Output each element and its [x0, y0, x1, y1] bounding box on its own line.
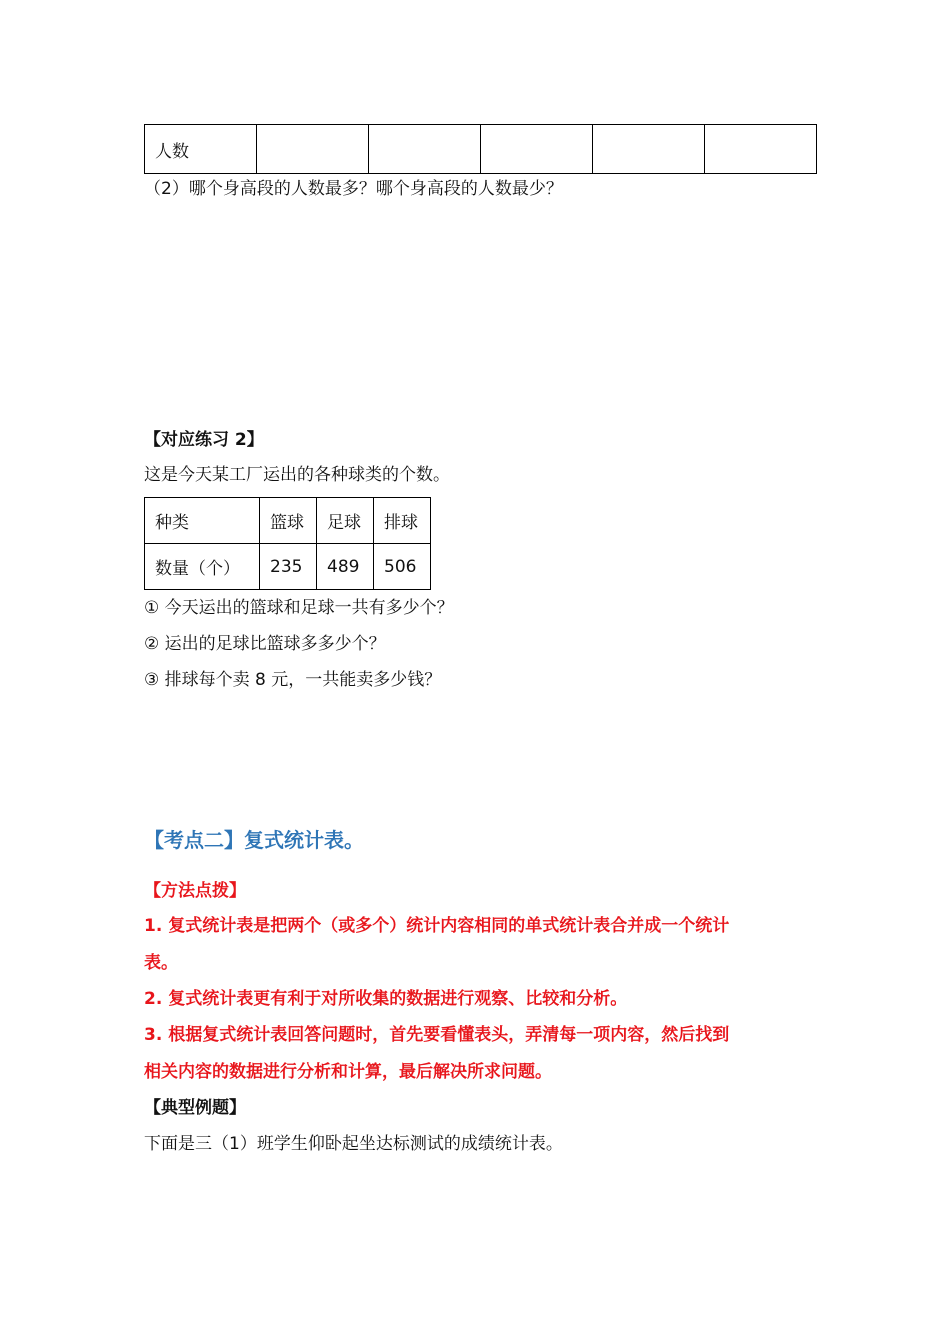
table-cell — [593, 125, 705, 174]
table-cell: 506 — [374, 544, 431, 590]
practice-question-1: ① 今天运出的篮球和足球一共有多少个？ — [144, 598, 454, 618]
table-cell: 排球 — [374, 498, 431, 544]
method-line-2: 2. 复式统计表更有利于对所收集的数据进行观察、比较和分析。 — [144, 989, 628, 1009]
table-cell-label: 人数 — [145, 125, 257, 174]
practice-question-2: ② 运出的足球比篮球多多少个？ — [144, 634, 386, 654]
question-2: （2）哪个身高段的人数最多？哪个身高段的人数最少？ — [144, 179, 563, 199]
practice-intro: 这是今天某工厂运出的各种球类的个数。 — [144, 465, 450, 485]
table-cell — [369, 125, 481, 174]
table-cell — [705, 125, 817, 174]
table-cell: 篮球 — [260, 498, 317, 544]
table-cell: 235 — [260, 544, 317, 590]
method-line-1-cont: 表。 — [144, 953, 178, 973]
table-cell: 足球 — [317, 498, 374, 544]
example-heading: 【典型例题】 — [144, 1098, 246, 1118]
method-heading: 【方法点拨】 — [144, 881, 246, 901]
table-row — [145, 125, 817, 174]
table-cell: 数量（个） — [145, 544, 260, 590]
practice-question-3: ③ 排球每个卖 8 元，一共能卖多少钱？ — [144, 670, 442, 690]
practice-heading: 【对应练习 2】 — [144, 430, 264, 450]
height-count-table — [144, 124, 817, 174]
table-cell — [257, 125, 369, 174]
example-intro: 下面是三（1）班学生仰卧起坐达标测试的成绩统计表。 — [144, 1134, 563, 1154]
ball-count-table — [144, 497, 431, 590]
table-row — [145, 544, 431, 590]
table-cell — [481, 125, 593, 174]
method-line-1: 1. 复式统计表是把两个（或多个）统计内容相同的单式统计表合并成一个统计 — [144, 916, 730, 936]
table-cell: 种类 — [145, 498, 260, 544]
table-row — [145, 498, 431, 544]
method-line-3: 3. 根据复式统计表回答问题时，首先要看懂表头，弄清每一项内容，然后找到 — [144, 1025, 730, 1045]
section-title: 【考点二】复式统计表。 — [144, 828, 364, 852]
method-line-3-cont: 相关内容的数据进行分析和计算，最后解决所求问题。 — [144, 1062, 552, 1082]
table-cell: 489 — [317, 544, 374, 590]
